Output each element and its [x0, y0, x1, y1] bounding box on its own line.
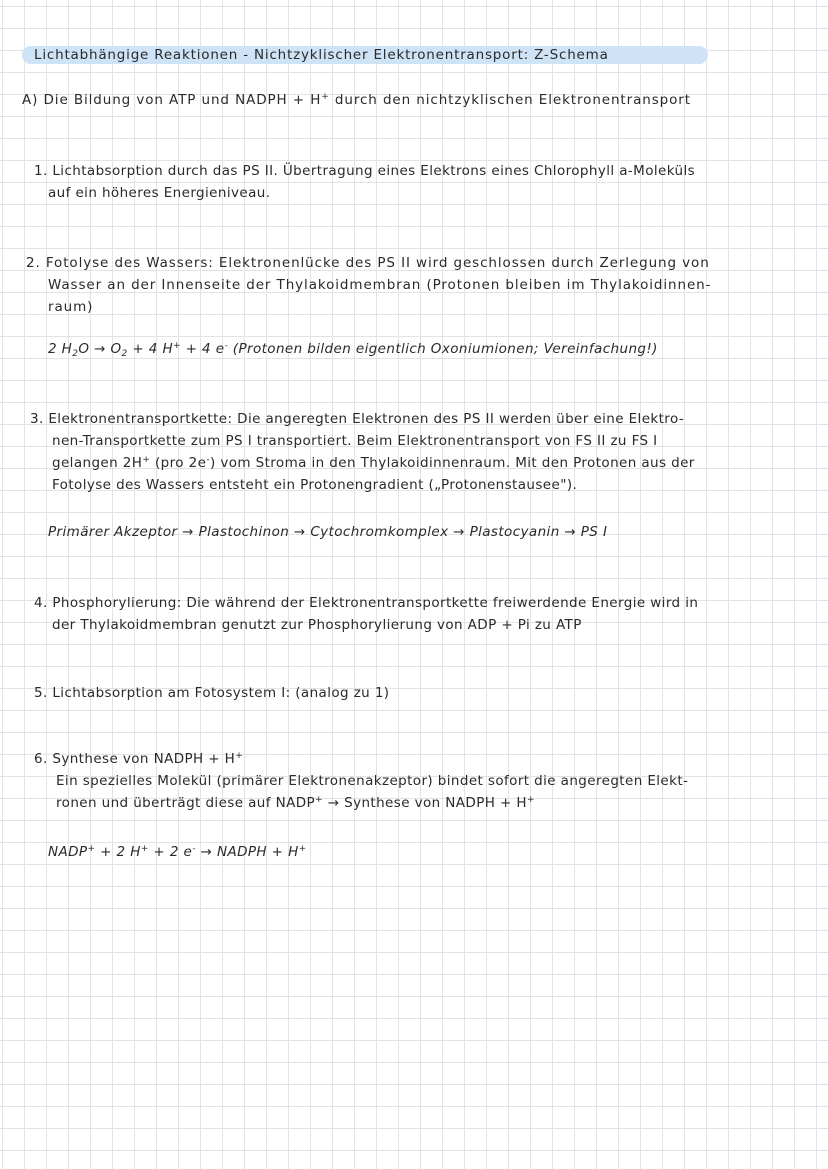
step-3-line-3: gelangen 2H+ (pro 2e-) vom Stroma in den Thylakoidinnenraum. Mit den Protonen aus der	[52, 455, 695, 471]
step-6-line-1: Ein spezielles Molekül (primärer Elektronenakzeptor) bindet sofort die angeregten Elekt-	[56, 773, 689, 789]
step-3	[30, 408, 695, 496]
step-3-line-1: 3. Elektronentransportkette: Die angeregten Elektronen des PS II werden über eine Elektro-	[30, 411, 685, 427]
electron-chain: Primärer Akzeptor → Plastochinon → Cytochromkomplex → Plastocyanin → PS I	[48, 524, 608, 540]
water-splitting-equation: 2 $H_2O \to O_2 + 4$ H+ + 4 e- (Protonen bilden eigentlich Oxoniumionen; Vereinfachung!)	[48, 341, 658, 359]
step-4-line-2: der Thylakoidmembran genutzt zur Phosphorylierung von ADP + Pi zu ATP	[52, 617, 582, 633]
step-2-line-2: Wasser an der Innenseite der Thylakoidmembran (Protonen bleiben im Thylakoidinnen-	[48, 277, 712, 293]
step-2-line-1: 2. Fotolyse des Wassers: Elektronenlücke des PS II wird geschlossen durch Zerlegung von	[26, 255, 710, 271]
step-4-line-1: 4. Phosphorylierung: Die während der Elektronentransportkette freiwerdende Energie wird in	[34, 595, 699, 611]
step-3-line-4: Fotolyse des Wassers entsteht ein Protonengradient („Protonenstausee").	[52, 477, 578, 493]
step-1	[34, 160, 695, 204]
step-4	[34, 592, 698, 636]
page-title: Lichtabhängige Reaktionen - Nichtzyklischer Elektronentransport: Z-Schema	[34, 47, 609, 63]
nadph-equation: NADP+ + 2 H+ + 2 e- → NADPH + H+	[48, 844, 307, 860]
step-1-line-2: auf ein höheres Energieniveau.	[48, 185, 271, 201]
step-2-line-3: raum)	[48, 299, 94, 315]
step-6-line-2: ronen und überträgt diese auf NADP+ → Synthese von NADPH + H+	[56, 795, 535, 811]
step-6-title: 6. Synthese von NADPH + H+	[34, 751, 244, 767]
step-5: 5. Lichtabsorption am Fotosystem I: (analog zu 1)	[34, 685, 390, 701]
step-1-line-1: 1. Lichtabsorption durch das PS II. Übertragung eines Elektrons eines Chlorophyll a-Moleküls	[34, 163, 696, 179]
section-heading: A) Die Bildung von ATP und NADPH + H+ durch den nichtzyklischen Elektronentransport	[22, 92, 691, 108]
step-2	[26, 252, 711, 318]
step-6	[34, 748, 688, 814]
step-3-line-2: nen-Transportkette zum PS I transportiert. Beim Elektronentransport von FS II zu FS I	[52, 433, 658, 449]
